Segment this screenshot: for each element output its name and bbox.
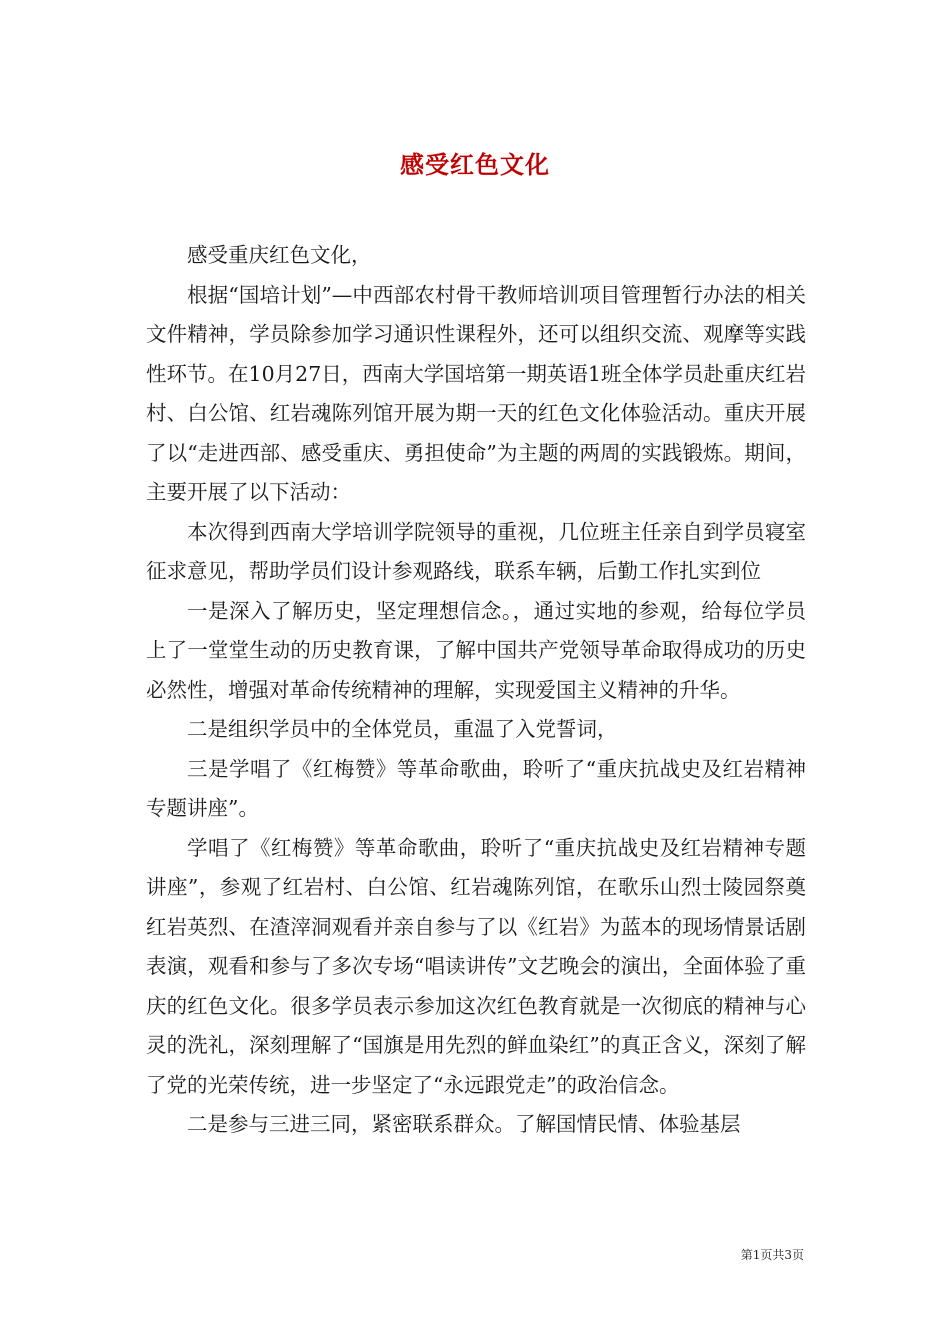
page-number: 第1页共3页	[740, 1248, 804, 1262]
paragraph-oath: 二是组织学员中的全体党员，重温了入党誓词，	[187, 717, 618, 741]
paragraph-background: 根据“国培计划”—中西部农村骨干教师培训项目管理暂行办法的相关文件精神，学员除参加学习通识性课程外，还可以组织交流、观摩等实践性环节。在10月27日，西南大学国培第一期英语1班全体学员赴重庆红岩村、白公馆、红岩魂陈列馆开展为期一天的红色文化体验活动。重庆开展了以“走进西部、感受重庆、勇担使命”为主题的两周的实践锻炼。期间，主要开展了以下活动：	[146, 282, 806, 504]
page-title: 感受红色文化	[400, 150, 550, 180]
paragraph-experience: 学唱了《红梅赞》等革命歌曲，聆听了“重庆抗战史及红岩精神专题讲座”，参观了红岩村、白公馆、红岩魂陈列馆，在歌乐山烈士陵园祭奠红岩英烈、在渣滓洞观看并亲自参与了以《红岩》为蓝本的现场情景话剧表演，观看和参与了多次专场“唱读讲传”文艺晚会的演出，全面体验了重庆的红色文化。很多学员表示参加这次红色教育就是一次彻底的精神与心灵的洗礼，深刻理解了“国旗是用先烈的鲜血染红”的真正含义，深刻了解了党的光荣传统，进一步坚定了“永远跟党走”的政治信念。	[146, 835, 806, 1097]
document-body	[146, 236, 806, 1145]
paragraph-masses: 二是参与三进三同，紧密联系群众。了解国情民情、体验基层	[187, 1112, 741, 1136]
paragraph-history: 一是深入了解历史，坚定理想信念。，通过实地的参观，给每位学员上了一堂堂生动的历史教育课，了解中国共产党领导革命取得成功的历史必然性，增强对革命传统精神的理解，实现爱国主义精神的升华。	[146, 598, 806, 702]
paragraph-greeting: 感受重庆红色文化，	[187, 243, 372, 267]
paragraph-songs: 三是学唱了《红梅赞》等革命歌曲，聆听了“重庆抗战史及红岩精神专题讲座”。	[146, 756, 806, 820]
paragraph-organization: 本次得到西南大学培训学院领导的重视，几位班主任亲自到学员寝室征求意见，帮助学员们设计参观路线，联系车辆，后勤工作扎实到位	[146, 519, 806, 583]
